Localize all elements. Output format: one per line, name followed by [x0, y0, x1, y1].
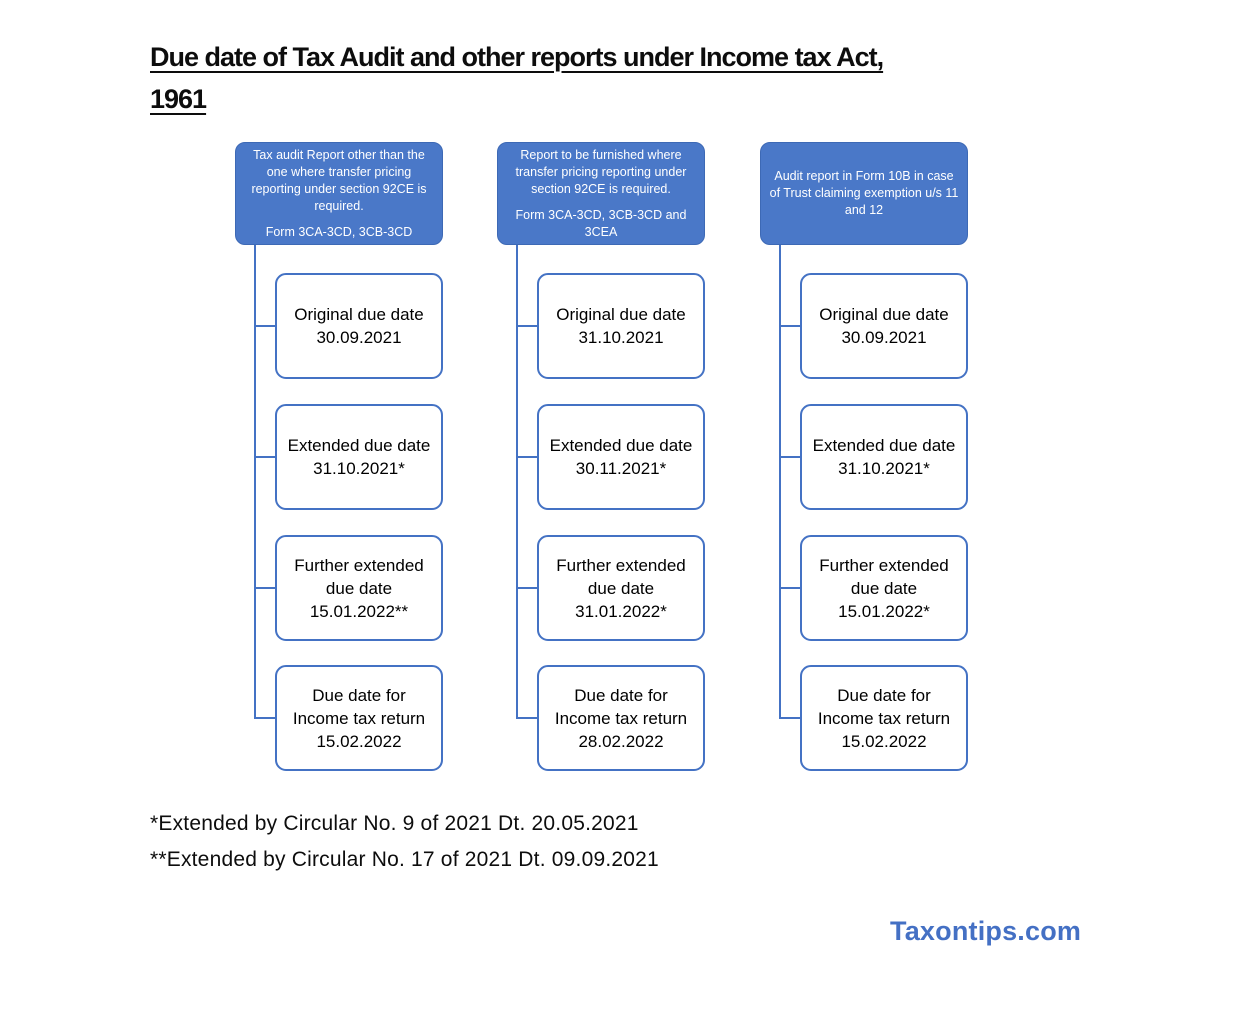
column-transfer-pricing-report [497, 142, 705, 802]
node-further-extended-due-date [275, 535, 443, 641]
footnotes [150, 806, 659, 878]
connector-stub [779, 587, 801, 589]
connector-stub [254, 456, 276, 458]
page-title-line-2: 1961 [150, 84, 207, 114]
connector-stub [254, 325, 276, 327]
node-text: Extended due date 30.11.2021* [549, 436, 693, 478]
node-text: Original due date 30.09.2021 [819, 305, 949, 347]
node-text: Original due date 31.10.2021 [556, 305, 686, 347]
node-extended-due-date [275, 404, 443, 510]
column-tax-audit-report [235, 142, 443, 802]
connector-stub [254, 717, 276, 719]
connector-stub [779, 717, 801, 719]
node-further-extended-due-date [800, 535, 968, 641]
node-original-due-date [275, 273, 443, 379]
connector-stub [516, 587, 538, 589]
header-box-transfer-pricing [497, 142, 705, 245]
connector-stub [779, 325, 801, 327]
header-box-form-10b [760, 142, 968, 245]
node-income-tax-return-due-date [537, 665, 705, 771]
connector-stub [516, 456, 538, 458]
connector-stub [516, 717, 538, 719]
connector-vertical-line [254, 245, 256, 719]
footnote-circular-9: *Extended by Circular No. 9 of 2021 Dt. 20.05.2021 [150, 812, 639, 835]
node-text: Further extended due date 15.01.2022* [819, 555, 949, 621]
node-text: Extended due date 31.10.2021* [287, 436, 431, 478]
connector-stub [779, 456, 801, 458]
page-title [150, 36, 1110, 120]
node-text: Due date for Income tax return 15.02.2022 [292, 685, 426, 751]
node-further-extended-due-date [537, 535, 705, 641]
node-original-due-date [537, 273, 705, 379]
header-description: Tax audit Report other than the one where transfer pricing reporting under section 92CE is required. [251, 147, 427, 213]
header-box-tax-audit [235, 142, 443, 245]
connector-stub [516, 325, 538, 327]
node-text: Further extended due date 15.01.2022** [294, 555, 424, 621]
footnote-circular-17: **Extended by Circular No. 17 of 2021 Dt. 09.09.2021 [150, 848, 659, 871]
node-income-tax-return-due-date [275, 665, 443, 771]
connector-stub [254, 587, 276, 589]
node-original-due-date [800, 273, 968, 379]
header-description: Report to be furnished where transfer pricing reporting under section 92CE is required. [515, 147, 687, 196]
page-title-line-1: Due date of Tax Audit and other reports under Income tax Act, [150, 42, 884, 72]
connector-vertical-line [779, 245, 781, 719]
node-income-tax-return-due-date [800, 665, 968, 771]
header-description: Audit report in Form 10B in case of Trust claiming exemption u/s 11 and 12 [769, 169, 959, 217]
node-extended-due-date [800, 404, 968, 510]
connector-vertical-line [516, 245, 518, 719]
column-form-10b-trust-report [760, 142, 968, 802]
node-text: Original due date 30.09.2021 [294, 305, 424, 347]
node-text: Due date for Income tax return 15.02.2022 [817, 685, 951, 751]
node-text: Further extended due date 31.01.2022* [556, 555, 686, 621]
node-extended-due-date [537, 404, 705, 510]
node-text: Extended due date 31.10.2021* [812, 436, 956, 478]
header-form-label: Form 3CA-3CD, 3CB-3CD [265, 224, 413, 239]
node-text: Due date for Income tax return 28.02.2022 [554, 685, 688, 751]
header-form-label: Form 3CA-3CD, 3CB-3CD and 3CEA [515, 207, 687, 239]
brand-watermark: Taxontips.com [890, 916, 1082, 946]
